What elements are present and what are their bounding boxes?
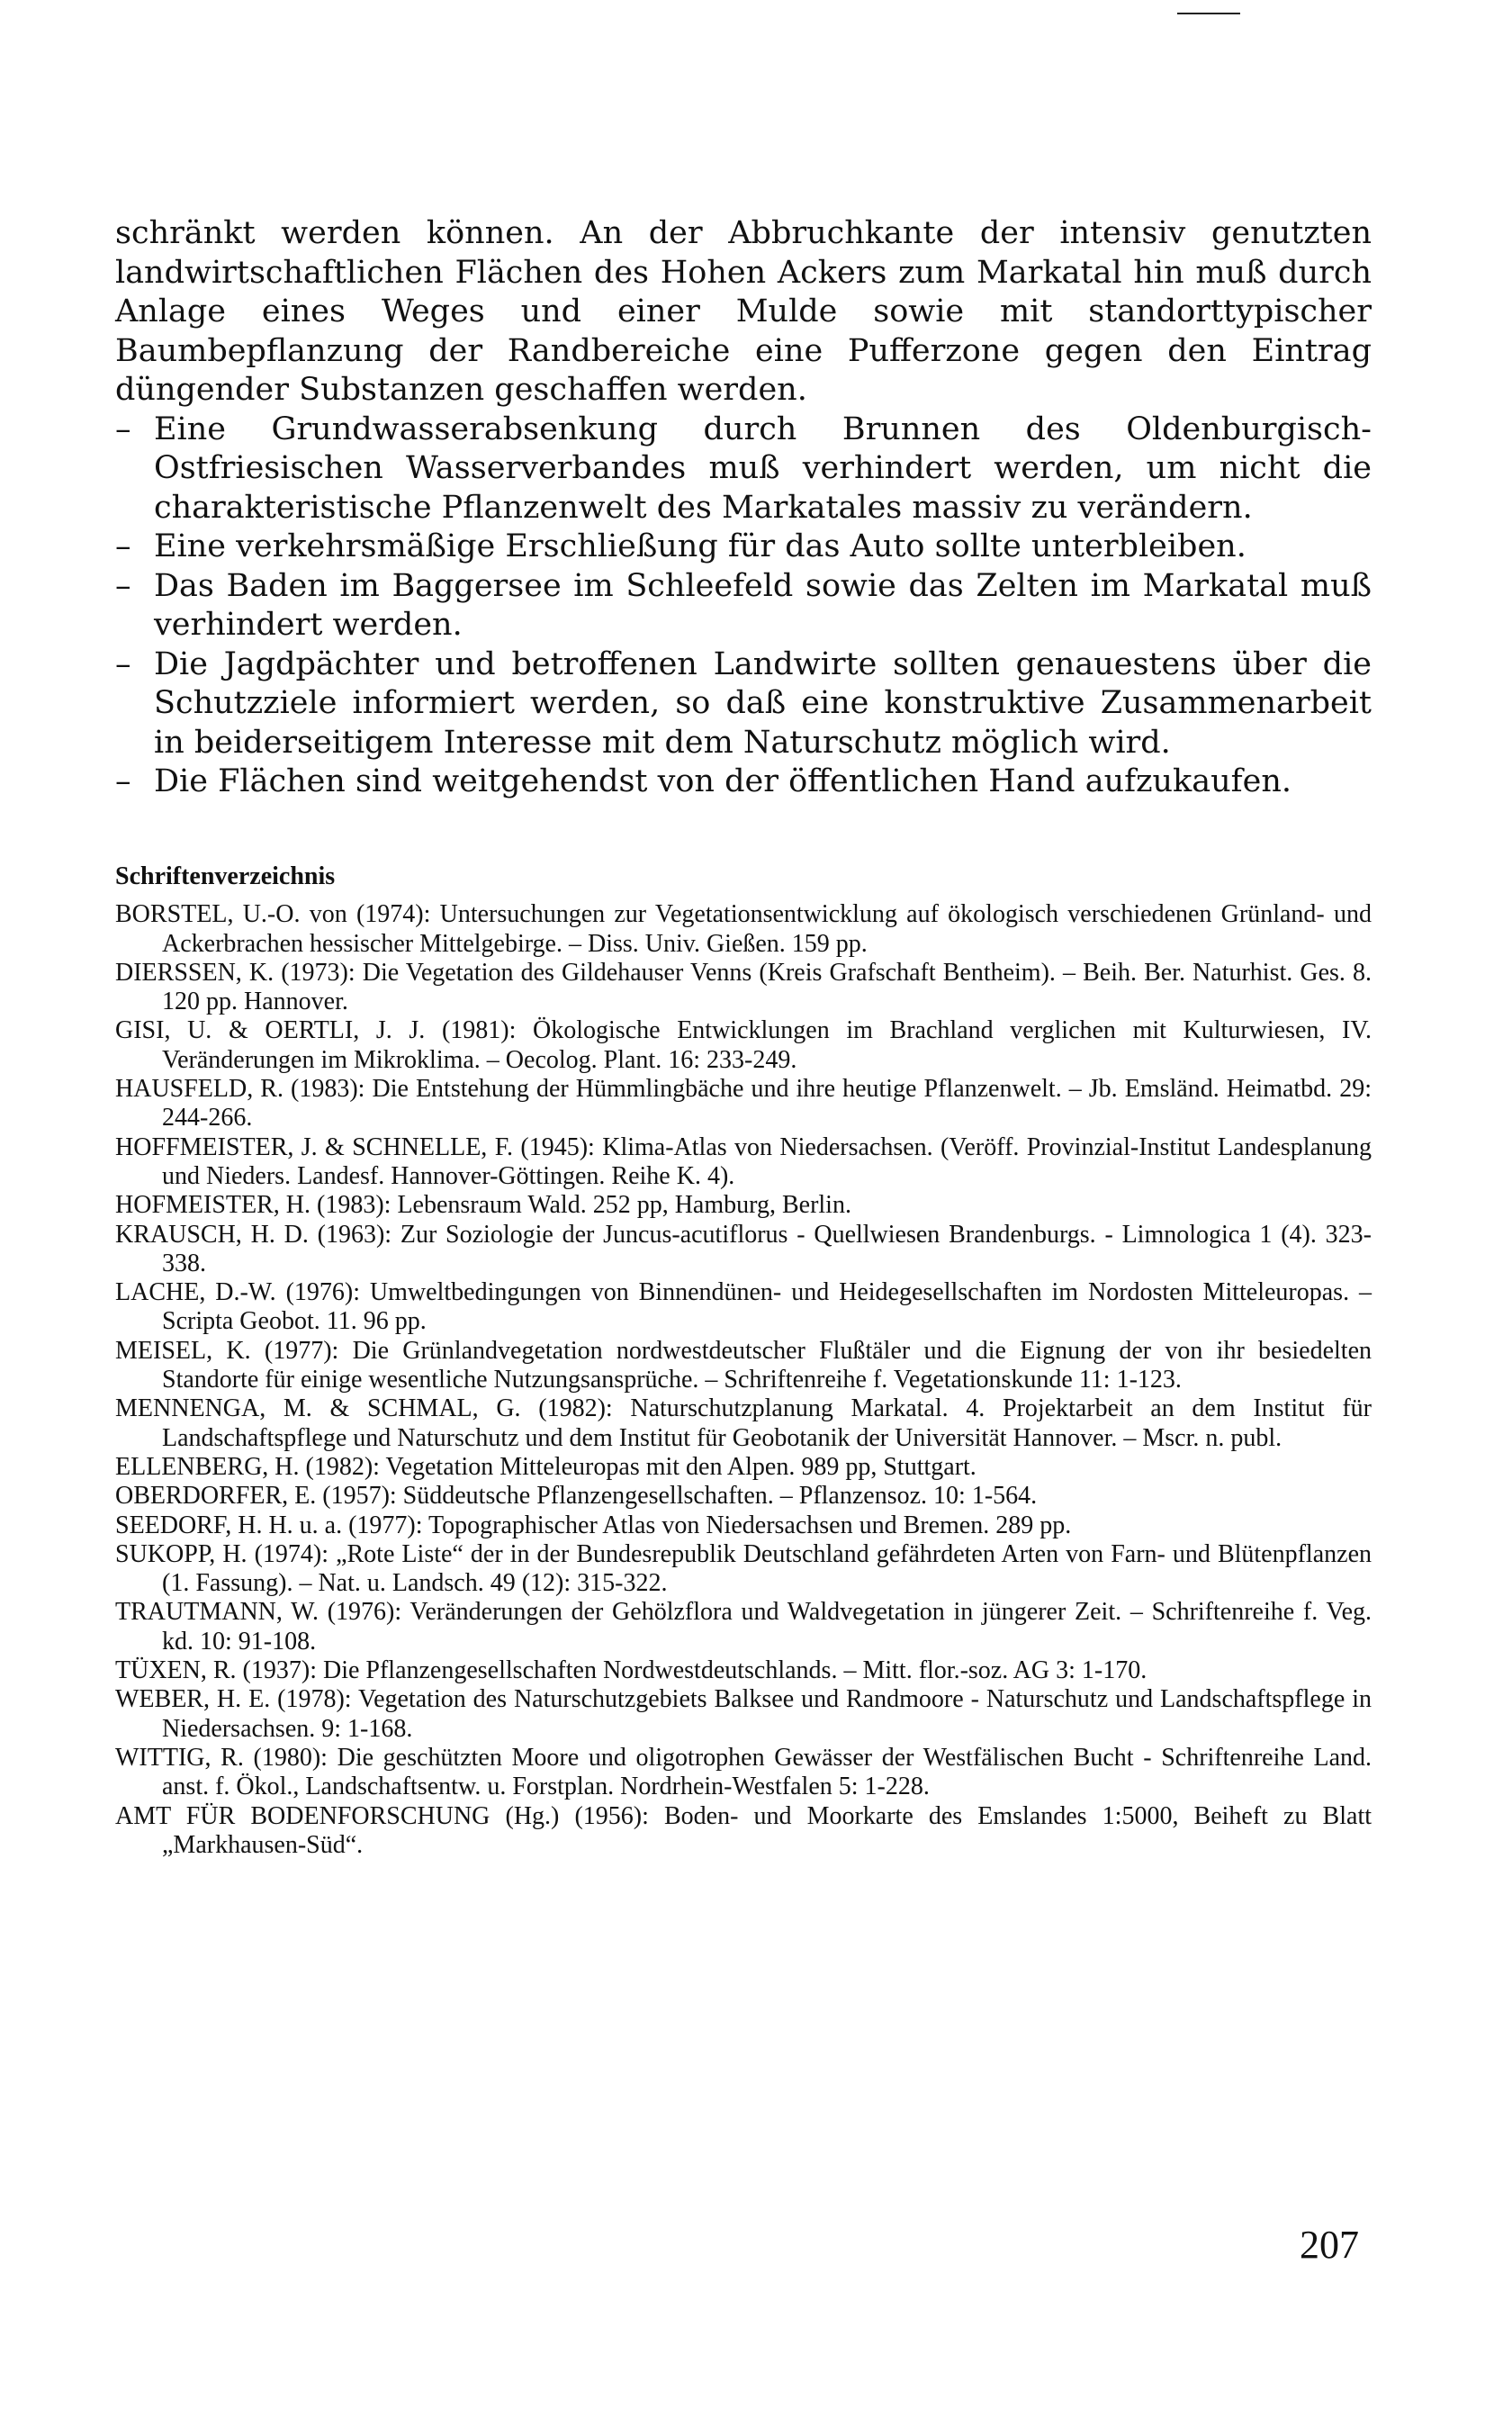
list-item-text: Das Baden im Baggersee im Schleefeld sowie das Zelten im Markatal muß verhindert werden. [154,567,1372,643]
reference-entry: MENNENGA, M. & SCHMAL, G. (1982): Naturschutzplanung Markatal. 4. Projektarbeit an dem Institut für Landschaftspflege und Naturschutz und dem Institut für Geobotanik der Universität Hannover. – Mscr. n. publ. [115,1394,1372,1452]
reference-entry: SUKOPP, H. (1974): „Rote Liste“ der in der Bundesrepublik Deutschland gefährdeten Arten von Farn- und Blütenpflanzen (1. Fassung). – Nat. u. Landsch. 49 (12): 315-322. [115,1539,1372,1598]
reference-entry: AMT FÜR BODENFORSCHUNG (Hg.) (1956): Boden- und Moorkarte des Emslandes 1:5000, Beiheft zu Blatt „Markhausen-Süd“. [115,1801,1372,1859]
reference-entry: HAUSFELD, R. (1983): Die Entstehung der Hümmlingbäche und ihre heutige Pflanzenwelt. – Jb. Emsländ. Heimatbd. 29: 244-266. [115,1075,1372,1132]
list-item-text: Eine verkehrsmäßige Erschließung für das Auto sollte unterbleiben. [154,528,1246,564]
page-number: 207 [1300,2223,1359,2267]
list-item-text: Eine Grundwasserabsenkung durch Brunnen des Oldenburgisch-Ostfriesischen Wasserverbandes muß verhindert werden, um nicht die charakteristische Pflanzenwelt des Markatales massiv zu verändern. [154,411,1372,526]
dash-marker: – [115,645,131,682]
reference-entry: MEISEL, K. (1977): Die Grünlandvegetation nordwestdeutscher Flußtäler und die Eignung der von ihr besiedelten Standorte für einige wesentliche Nutzungsansprüche. – Schriftenreihe f. Vegetationskunde 11: 1-123. [115,1336,1372,1394]
list-item [115,411,1372,528]
list-item-text: Die Jagdpächter und betroffenen Landwirte sollten genauestens über die Schutzziele informiert werden, so daß eine konstruktive Zusammenarbeit in beiderseitigem Interesse mit dem Naturschutz möglich wird. [154,645,1372,761]
reference-entry: LACHE, D.-W. (1976): Umweltbedingungen von Binnendünen- und Heidegesellschaften im Nordosten Mitteleuropas. – Scripta Geobot. 11. 96 pp. [115,1278,1372,1336]
references-section [115,862,1372,1860]
reference-entry: TÜXEN, R. (1937): Die Pflanzengesellschaften Nordwestdeutschlands. – Mitt. flor.-soz. AG 3: 1-170. [115,1656,1148,1685]
dash-marker: – [115,528,131,564]
measures-list [115,411,1372,802]
reference-entry: OBERDORFER, E. (1957): Süddeutsche Pflanzengesellschaften. – Pflanzensoz. 10: 1-564. [115,1482,1038,1511]
list-item [115,528,1372,567]
reference-entry: ELLENBERG, H. (1982): Vegetation Mitteleuropas mit den Alpen. 989 pp, Stuttgart. [115,1452,976,1481]
dash-marker: – [115,411,131,447]
reference-entry: DIERSSEN, K. (1973): Die Vegetation des Gildehauser Venns (Kreis Grafschaft Bentheim). – Beih. Ber. Naturhist. Ges. 8. 120 pp. Hannover. [115,958,1372,1016]
list-item [115,762,1372,802]
reference-entry: SEEDORF, H. H. u. a. (1977): Topographischer Atlas von Niedersachsen und Bremen. 289 pp. [115,1511,1072,1539]
reference-entry: KRAUSCH, H. D. (1963): Zur Soziologie der Juncus-acutiflorus - Quellwiesen Brandenburgs. - Limnologica 1 (4). 323-338. [115,1220,1372,1277]
reference-entry: WITTIG, R. (1980): Die geschützten Moore und oligotrophen Gewässer der Westfälischen Bucht - Schriftenreihe Land. anst. f. Ökol., Landschaftsentw. u. Forstplan. Nordrhein-Westfalen 5: 1-228. [115,1743,1372,1801]
reference-entry: WEBER, H. E. (1978): Vegetation des Naturschutzgebiets Balksee und Randmoore - Naturschutz und Landschaftspflege in Niedersachsen. 9: 1-168. [115,1685,1372,1743]
references-heading: Schriftenverzeichnis [115,862,336,890]
references-list [115,900,1372,1860]
list-item [115,567,1372,645]
reference-entry: TRAUTMANN, W. (1976): Veränderungen der Gehölzflora und Waldvegetation in jüngerer Zeit. – Schriftenreihe f. Veg. kd. 10: 91-108. [115,1598,1372,1656]
list-item [115,645,1372,763]
dash-marker: – [115,763,131,799]
header-rule [1177,13,1240,14]
dash-marker: – [115,567,131,604]
reference-entry: GISI, U. & OERTLI, J. J. (1981): Ökologische Entwicklungen im Brachland verglichen mit Kulturwiesen, IV. Veränderungen im Mikroklima. – Oecolog. Plant. 16: 233-249. [115,1016,1372,1074]
reference-entry: BORSTEL, U.-O. von (1974): Untersuchungen zur Vegetationsentwicklung auf ökologisch verschiedenen Grünland- und Ackerbrachen hessischer Mittelgebirge. – Diss. Univ. Gießen. 159 pp. [115,900,1372,958]
reference-entry: HOFFMEISTER, J. & SCHNELLE, F. (1945): Klima-Atlas von Niedersachsen. (Veröff. Provinzial-Institut Landesplanung und Nieders. Landesf. Hannover-Göttingen. Reihe K. 4). [115,1132,1372,1190]
main-text [115,214,1372,802]
intro-paragraph: schränkt werden können. An der Abbruchkante der intensiv genutzten landwirtschaftlichen Flächen des Hohen Ackers zum Markatal hin muß durch Anlage eines Weges und einer Mulde sowie mit standorttypischer Baumbepflanzung der Randbereiche eine Pufferzone gegen den Eintrag düngender Substanzen geschaffen werden. [115,215,1372,408]
reference-entry: HOFMEISTER, H. (1983): Lebensraum Wald. 252 pp, Hamburg, Berlin. [115,1191,851,1220]
list-item-text: Die Flächen sind weitgehendst von der öffentlichen Hand aufzukaufen. [154,763,1292,799]
